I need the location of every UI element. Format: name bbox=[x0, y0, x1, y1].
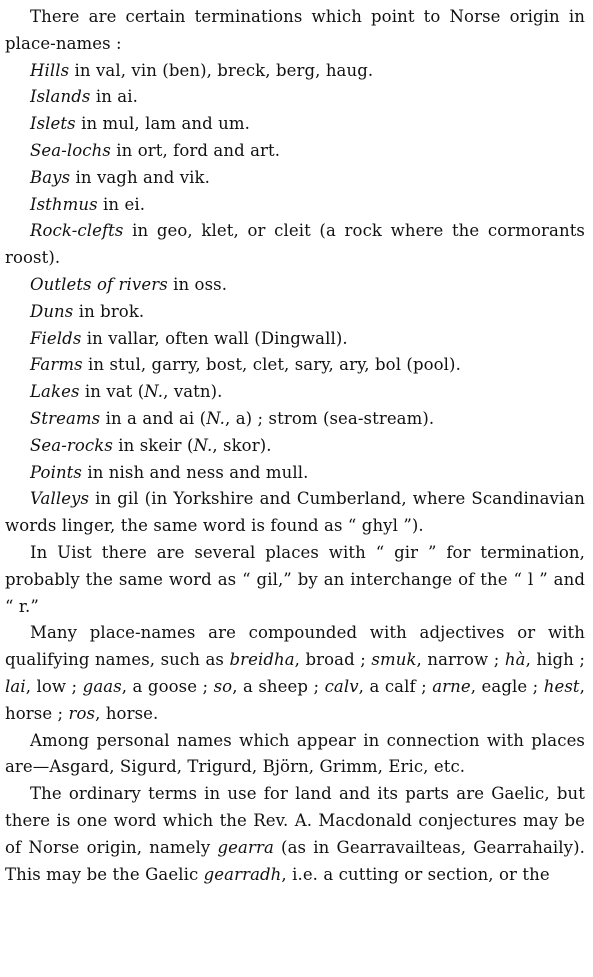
norse-word: ros bbox=[68, 703, 96, 723]
norse-word: calv bbox=[324, 676, 359, 696]
item-term: Sea-rocks bbox=[30, 435, 113, 455]
item-term: Lakes bbox=[30, 382, 80, 402]
text-run: , broad ; bbox=[294, 650, 372, 670]
item-term: Valleys bbox=[30, 489, 90, 509]
text-run: , eagle ; bbox=[470, 676, 544, 696]
item-term: Points bbox=[30, 462, 82, 482]
item-text: in mul, lam and um. bbox=[75, 114, 250, 134]
item-text: in gil (in Yorkshire and Cumberland, where Scandinavian words linger, the same word is found as “ ghyl ”). bbox=[5, 489, 585, 536]
norse-word: hà bbox=[504, 650, 526, 670]
item-term: Duns bbox=[30, 301, 74, 321]
item-text: in val, vin (ben), breck, berg, haug. bbox=[69, 60, 374, 80]
text-run: , a sheep ; bbox=[232, 676, 325, 696]
item-term: Islands bbox=[30, 87, 91, 107]
text-run: (as in Gearravailteas, Gearrahaily). This may be the Gaelic bbox=[5, 837, 585, 884]
item-text: in skeir ( bbox=[112, 435, 194, 455]
item-term: Fields bbox=[30, 328, 82, 348]
gaelic-word: gearradh bbox=[203, 864, 282, 884]
item-italic-abbrev: N. bbox=[206, 408, 226, 428]
norse-word: gearra bbox=[217, 837, 274, 857]
item-term: Hills bbox=[30, 60, 70, 80]
uist-paragraph: In Uist there are several places with “ gir ” for termination, probably the same word as “ gil,” by an interchange of the “ l ” and “ r.” bbox=[5, 542, 585, 616]
list-item bbox=[5, 84, 585, 111]
item-text: in oss. bbox=[167, 274, 228, 294]
list-item bbox=[5, 192, 585, 219]
item-term: Rock-clefts bbox=[30, 221, 124, 241]
list-item bbox=[5, 111, 585, 138]
text-run: , horse. bbox=[95, 703, 159, 723]
norse-word: smuk bbox=[371, 650, 417, 670]
text-run: , low ; bbox=[25, 676, 83, 696]
list-item bbox=[5, 326, 585, 353]
item-text: in vallar, often wall (Dingwall). bbox=[81, 328, 348, 348]
list-item bbox=[5, 272, 585, 299]
list-item bbox=[5, 433, 585, 460]
item-text: in vagh and vik. bbox=[70, 167, 210, 187]
item-italic-abbrev: N. bbox=[144, 382, 164, 402]
item-text-end: , a) ; strom (sea-stream). bbox=[225, 408, 435, 428]
item-text: in nish and ness and mull. bbox=[81, 462, 309, 482]
item-term: Bays bbox=[30, 167, 71, 187]
text-run: The ordinary terms in use for land and its parts are Gaelic, but there is one word which the Rev. A. Macdonald conjectures may be of Norse origin, namely bbox=[5, 784, 585, 857]
item-text: in a and ai ( bbox=[100, 408, 207, 428]
list-item bbox=[5, 352, 585, 379]
list-item bbox=[5, 460, 585, 487]
intro-paragraph: There are certain terminations which point to Norse origin in place-names : bbox=[5, 7, 585, 53]
norse-word: so bbox=[213, 676, 233, 696]
document-page bbox=[5, 4, 585, 888]
norse-word: arne bbox=[432, 676, 471, 696]
norse-word: lai bbox=[5, 676, 26, 696]
item-term: Isthmus bbox=[30, 194, 98, 214]
item-term: Islets bbox=[30, 114, 76, 134]
item-text: in ort, ford and art. bbox=[110, 140, 281, 160]
list-item bbox=[5, 138, 585, 165]
compound-names-paragraph bbox=[5, 620, 585, 727]
item-term: Sea-lochs bbox=[30, 140, 111, 160]
norse-word: gaas bbox=[82, 676, 122, 696]
item-text: in brok. bbox=[73, 301, 145, 321]
text-run: , i.e. a cutting or section, or the bbox=[281, 864, 550, 884]
list-item bbox=[5, 379, 585, 406]
list-item bbox=[5, 218, 585, 272]
item-italic-abbrev: N. bbox=[193, 435, 213, 455]
item-text: in stul, garry, bost, clet, sary, ary, bol (pool). bbox=[82, 355, 461, 375]
text-run: , a calf ; bbox=[358, 676, 433, 696]
personal-names-paragraph: Among personal names which appear in connection with places are—Asgard, Sigurd, Trigurd, Björn, Grimm, Eric, etc. bbox=[5, 730, 585, 777]
list-item bbox=[5, 486, 585, 540]
item-term: Farms bbox=[30, 355, 83, 375]
item-text-end: , vatn). bbox=[163, 382, 223, 402]
ordinary-terms-paragraph bbox=[5, 781, 585, 888]
text-run: , a goose ; bbox=[121, 676, 214, 696]
text-run: Many place-names are compounded with adjectives or with qualifying names, such as bbox=[5, 623, 585, 670]
item-text-end: , skor). bbox=[212, 435, 272, 455]
list-item bbox=[5, 58, 585, 85]
list-item bbox=[5, 406, 585, 433]
item-text: in geo, klet, or cleit (a rock where the cormorants roost). bbox=[5, 221, 585, 268]
norse-word: breidha bbox=[229, 650, 295, 670]
text-run: , narrow ; bbox=[416, 650, 505, 670]
norse-word: hest bbox=[543, 676, 580, 696]
termination-list bbox=[5, 58, 585, 540]
text-run: , high ; bbox=[525, 650, 586, 670]
list-item bbox=[5, 165, 585, 192]
item-term: Outlets of rivers bbox=[30, 274, 168, 294]
list-item bbox=[5, 299, 585, 326]
item-text: in vat ( bbox=[79, 382, 145, 402]
text-run: , horse ; bbox=[5, 676, 586, 723]
item-text: in ei. bbox=[97, 194, 146, 214]
item-text: in ai. bbox=[90, 87, 138, 107]
item-term: Streams bbox=[30, 408, 101, 428]
